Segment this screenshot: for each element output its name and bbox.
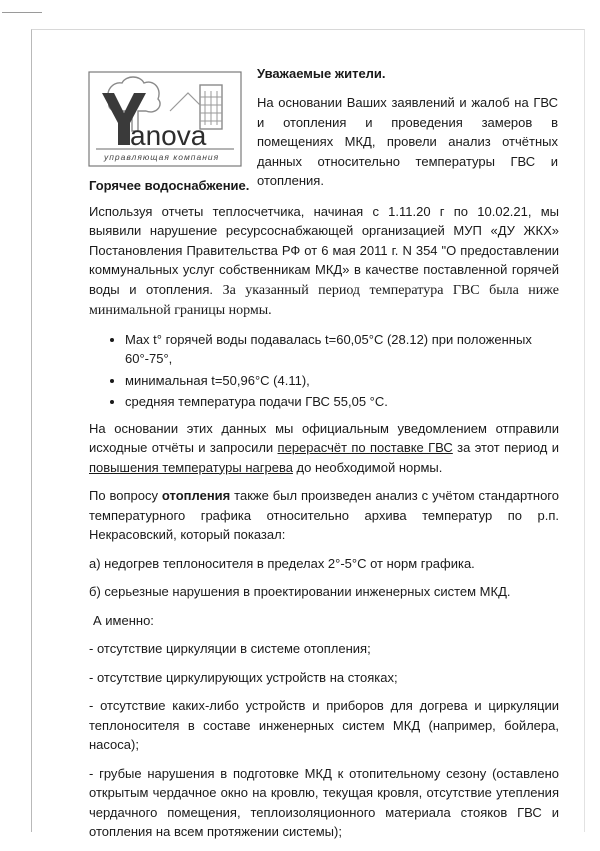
issue-item: - отсутствие циркуляции в системе отопления; xyxy=(89,641,371,656)
finding-b: б) серьезные нарушения в проектировании инженерных систем МКД. xyxy=(89,584,511,599)
finding-a: а) недогрев теплоносителя в пределах 2°-5°С от норм графика. xyxy=(89,555,475,571)
notification-text: до необходимой нормы. xyxy=(292,459,443,475)
notification-text: за этот период и xyxy=(452,440,559,455)
paragraph-violation-part2: За указанный период температура ГВС была ниже минимальной границы нормы. xyxy=(89,282,559,318)
list-item: • средняя температура подачи ГВС 55,05 °C. xyxy=(125,392,559,412)
logo-subtitle: управляющая компания xyxy=(104,152,220,162)
heating-keyword: отопления xyxy=(161,488,231,503)
paragraph-heating xyxy=(89,486,559,545)
logo-text: anova xyxy=(130,120,207,151)
paragraph-notification xyxy=(89,419,559,478)
issue-item: - отсутствие каких-либо устройств и приборов для догрева и циркуляции теплоносителя в составе инженерных систем МКД (например, бойлера, насоса); xyxy=(89,698,559,752)
letter-body xyxy=(89,176,559,851)
section-title-hot-water: Горячее водоснабжение. xyxy=(89,178,250,193)
heating-text: также был произведен анализ с учётом стандартного температурного графика относительно архива температур по р.п. Некрасовский, который показал: xyxy=(89,488,559,542)
company-logo xyxy=(88,71,242,167)
issue-item: - грубые нарушения в подготовке МКД к отопительному сезону (оставлено открытым чердачное окно на кровлю, текущая кровля, отсутствие утепления чердачного помещения, теплоизоляционного материала стояков ГВС и отопления на всем протяжении системы); xyxy=(89,765,559,839)
temperature-list xyxy=(89,330,559,412)
list-item: • минимальная t=50,96°C (4.11), xyxy=(125,371,559,391)
namely-label: А именно: xyxy=(93,612,154,628)
intro-paragraph: На основании Ваших заявлений и жалоб на ГВС и отопления и проведения замеров в помещениях МКД, провели анализ отчётных данных относительно температуры ГВС и отопления. xyxy=(257,95,558,188)
paragraph-violation xyxy=(89,202,559,321)
scan-corner-mark xyxy=(2,12,42,13)
greeting: Уважаемые жители. xyxy=(257,66,386,81)
issue-item: - отсутствие циркулирующих устройств на стояках; xyxy=(89,669,398,685)
heating-text: По вопросу xyxy=(89,488,162,503)
paragraph-violation-part1: Используя отчеты теплосчетчика, начиная с 1.11.20 г по 10.02.21, мы выявили нарушение ресурсоснабжающей организацией МУП «ДУ ЖКХ» Постановления Правительства РФ от 6 мая 2011 г. N 354 "О предоставлении коммунальных услуг собственникам МКД» в качестве поставленной горячей воды и отопления. xyxy=(89,203,559,297)
list-item: • Max t° горячей воды подавалась t=60,05°C (28.12) при положенных 60°-75°, xyxy=(125,330,559,369)
recalculation-request: перерасчёт по поставке ГВС xyxy=(277,440,453,455)
temperature-increase-request: повышения температуры нагрева xyxy=(89,459,293,475)
notification-text: На основании этих данных мы официальным уведомлением отправили исходные отчёты и запросили xyxy=(89,420,559,455)
